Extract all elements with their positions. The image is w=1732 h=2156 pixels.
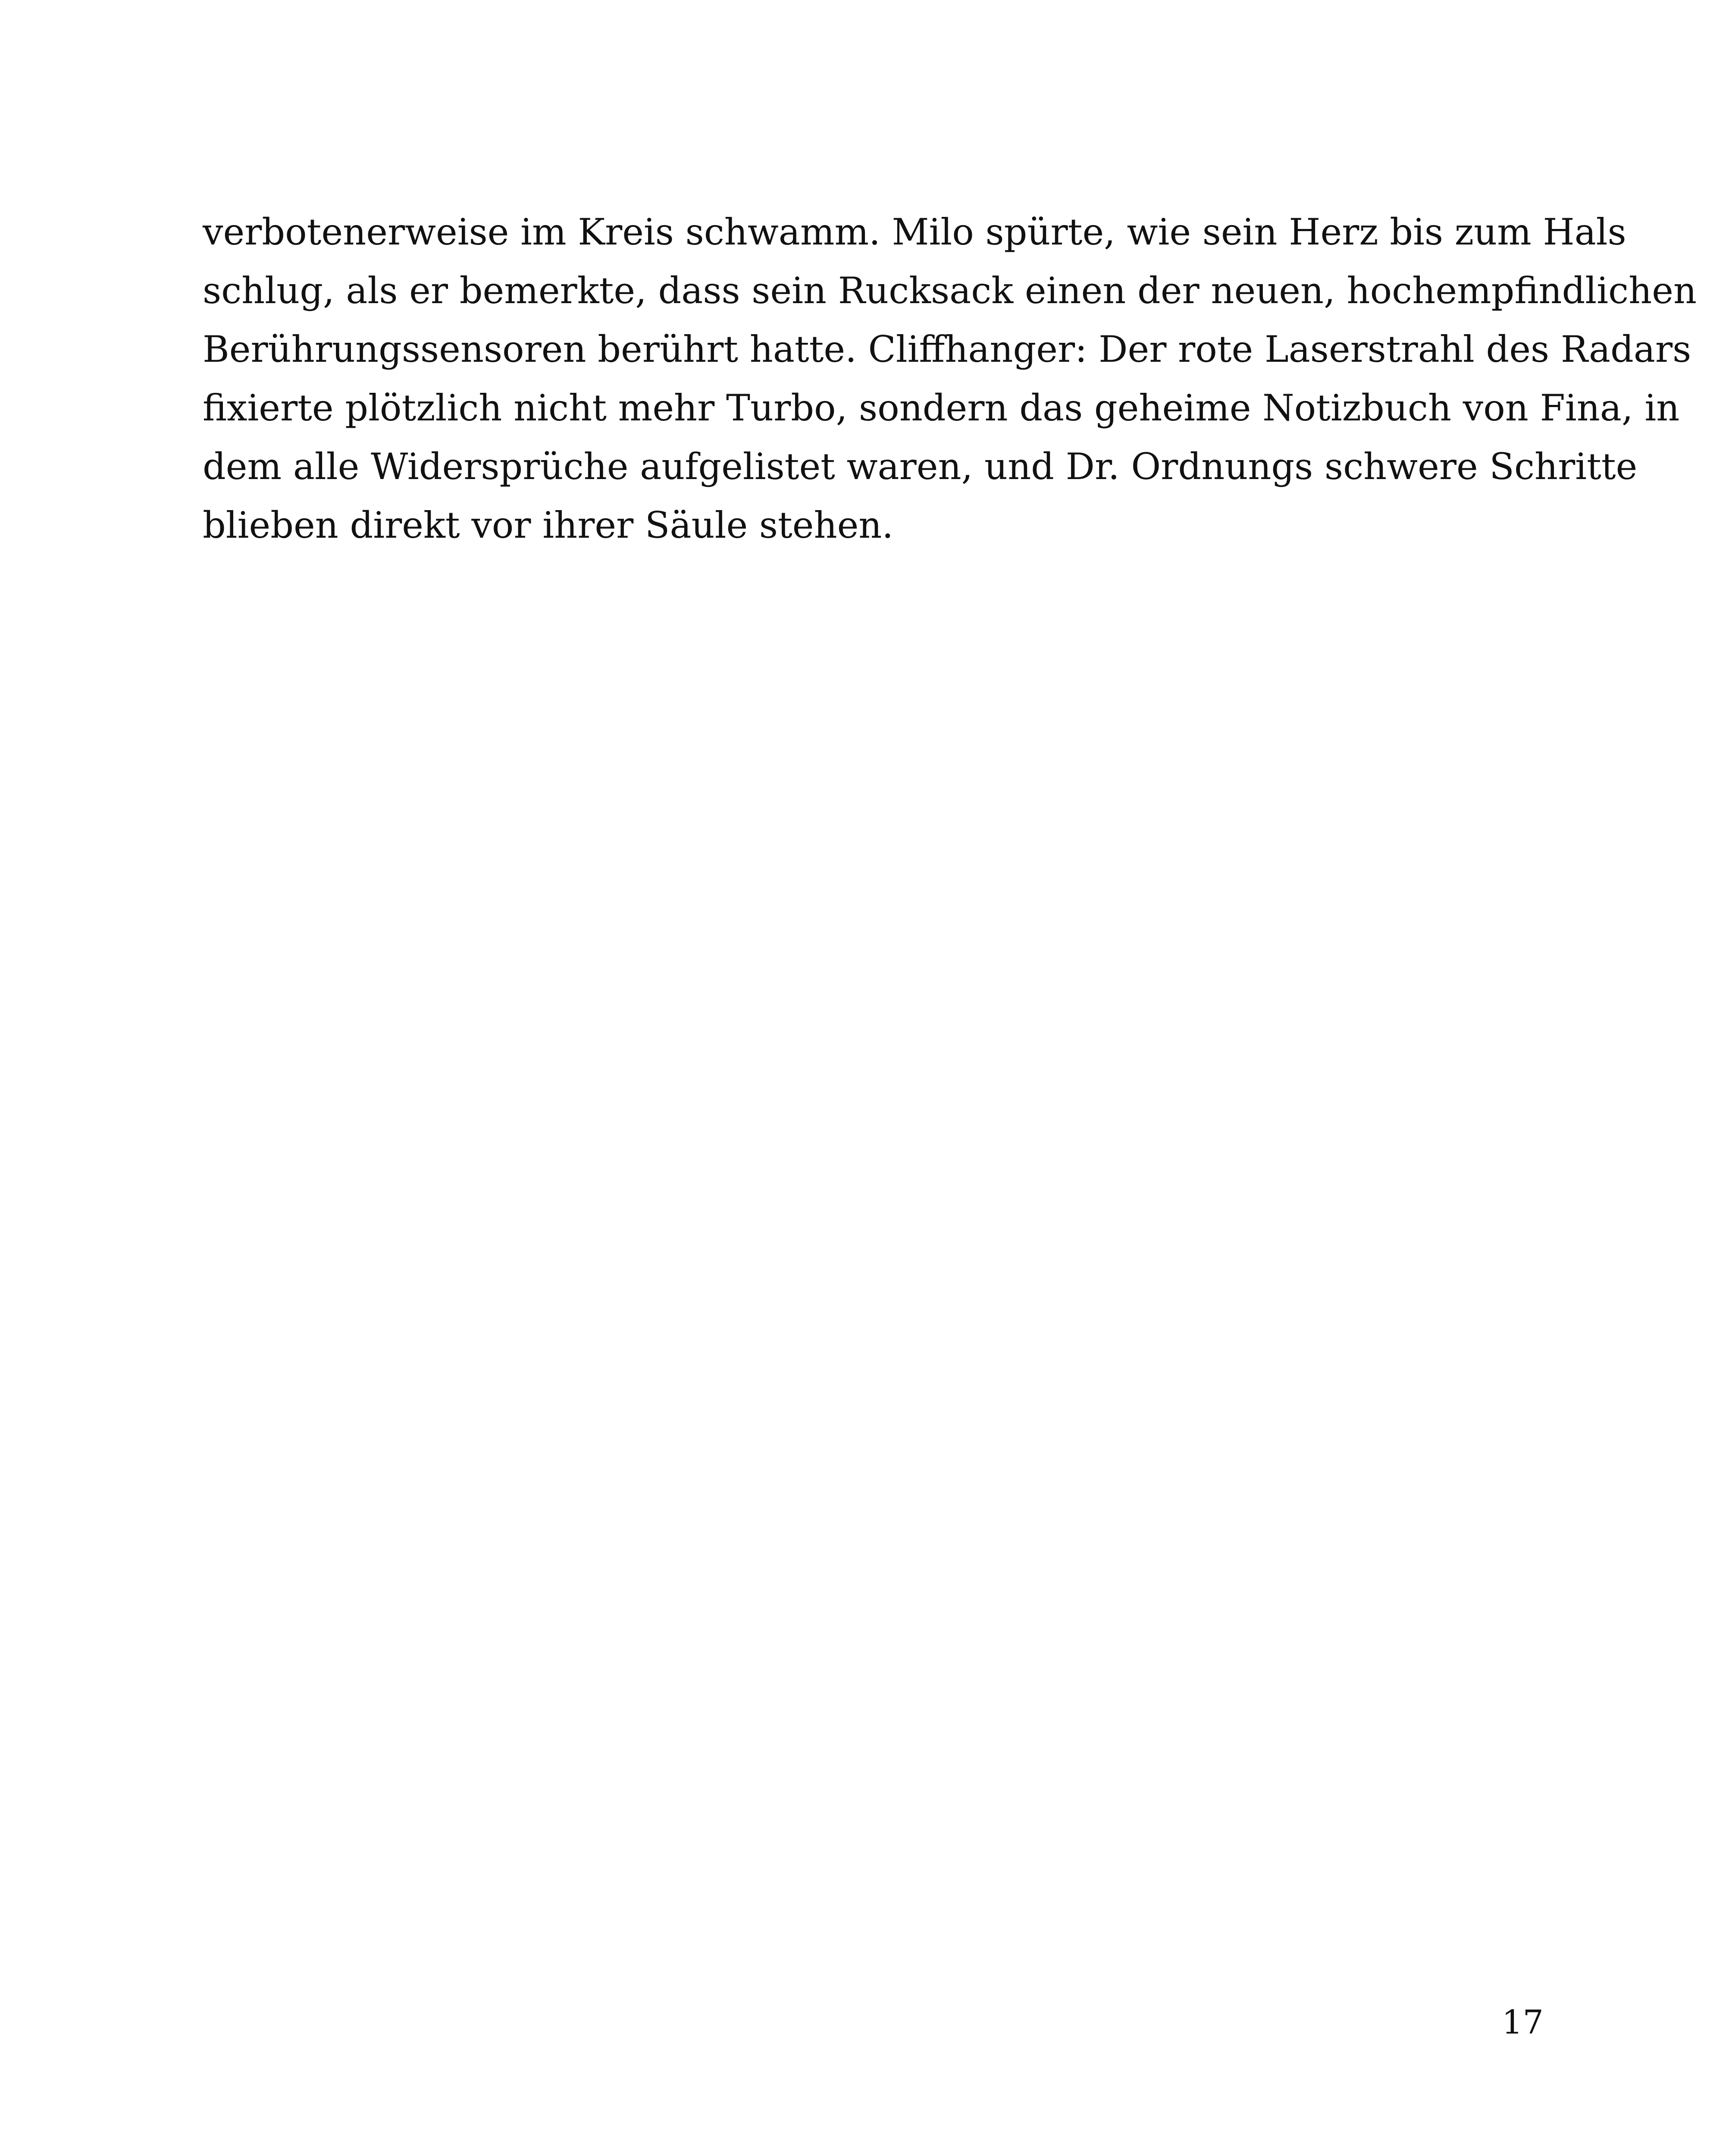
text-line: fixierte plötzlich nicht mehr Turbo, sondern das geheime Notizbuch von Fina, in <box>203 387 1680 429</box>
text-line: dem alle Widersprüche aufgelistet waren, und Dr. Ordnungs schwere Schritte <box>203 445 1638 488</box>
page-number: 17 <box>1502 2003 1544 2041</box>
text-line: Berührungssensoren berührt hatte. Cliffhanger: Der rote Laserstrahl des Radars <box>203 328 1691 370</box>
text-line: schlug, als er bemerkte, dass sein Rucksack einen der neuen, hochempfindlichen <box>203 270 1697 312</box>
text-line: blieben direkt vor ihrer Säule stehen. <box>203 504 894 546</box>
text-line: verbotenerweise im Kreis schwamm. Milo spürte, wie sein Herz bis zum Hals <box>203 211 1626 253</box>
body-paragraph <box>203 203 1697 555</box>
